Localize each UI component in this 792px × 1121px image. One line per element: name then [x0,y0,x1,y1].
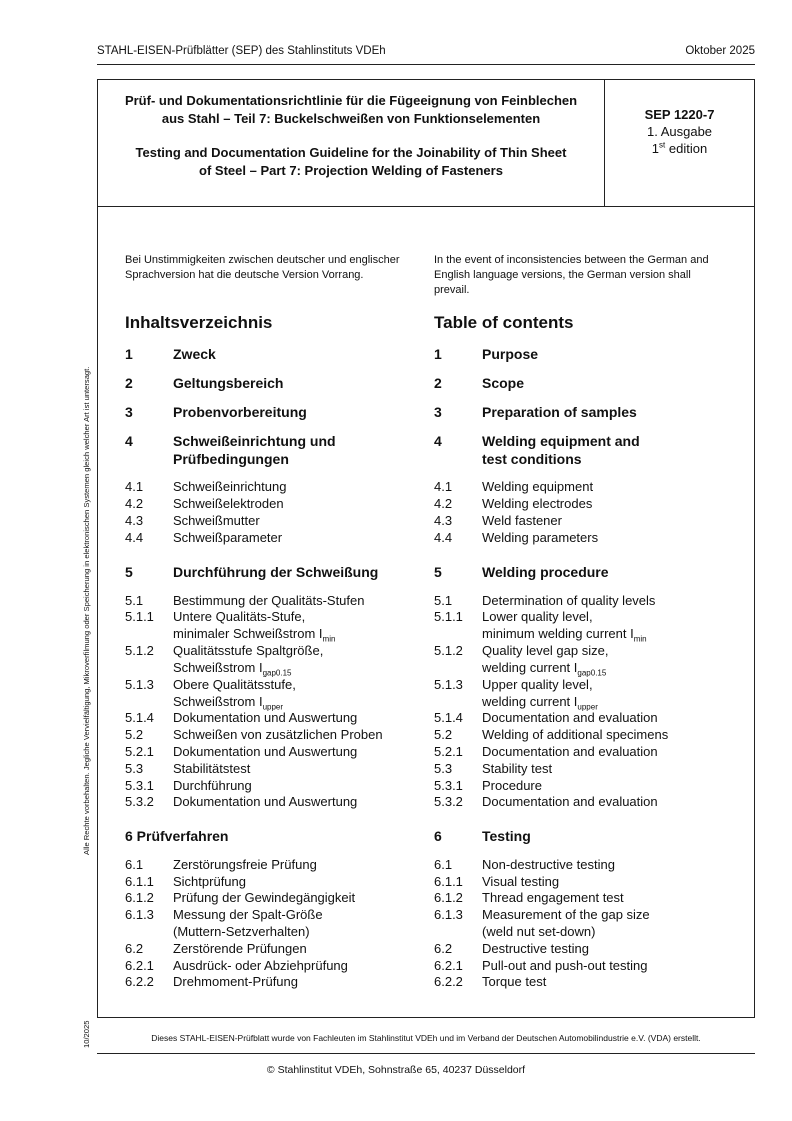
toc-entry-title-line1: Durchführung [173,778,252,793]
edition-english [605,140,754,157]
toc-entry-number: 4.3 [434,513,453,528]
copyright-sidebar: Alle Rechte vorbehalten. Jegliche Vervielfältigung, Mikroverfilmung oder Speicherung in elektronischen Systemen gleich welcher Art ist untersagt. [82,366,91,855]
title-german [98,92,604,128]
toc-entry-title [482,777,732,794]
toc-entry-number: 3 [434,404,442,420]
toc-entry-title [482,563,732,581]
toc-entry-title-line2 [173,450,423,468]
toc-entry-title-line1: Qualitätsstufe Spaltgröße, [173,643,324,658]
toc-entry-title-line1: Schweißparameter [173,530,283,545]
toc-entry-title [173,726,423,743]
toc-entry-title [482,374,732,392]
toc-entry-title [482,529,732,546]
toc-entry-title-line2 [482,923,732,940]
toc-entry-title-line2 [482,450,732,468]
toc-entry-number: 4.4 [434,530,453,545]
toc-entry-title [482,512,732,529]
toc-entry-title [173,856,423,873]
toc-entry-title [173,709,423,726]
toc-entry-title-line1: Lower quality level, [482,609,593,624]
toc-entry-title-line1: Prüfung der Gewindegängigkeit [173,890,356,905]
toc-entry-title-line1: Drehmoment-Prüfung [173,974,298,989]
toc-entry-title-line1: Schweißelektroden [173,496,284,511]
toc-entry-title [173,563,423,581]
title-english-line2: of Steel – Part 7: Projection Welding of Fasteners [199,163,503,178]
toc-entry-title [173,743,423,760]
toc-entry-title [173,793,423,810]
publisher-header: STAHL-EISEN-Prüfblätter (SEP) des Stahlinstituts VDEh [97,45,386,57]
toc-entry-number: 5.3 [125,761,144,776]
toc-entry-title-line1: Welding parameters [482,530,599,545]
toc-entry-number: 5.1.3 [434,677,463,692]
toc-entry-number: 6.1.2 [125,890,154,905]
toc-entry-subscript: upper [262,702,284,712]
toc-entry-title [173,512,423,529]
toc-entry-subscript: min [633,634,647,644]
toc-entry-title-line1: Visual testing [482,874,560,889]
toc-entry-subscript: gap0.15 [577,668,607,678]
title-english-line1: Testing and Documentation Guideline for the Joinability of Thin Sheet [135,145,567,160]
toc-entry-title [173,592,423,609]
toc-entry-title [482,889,732,906]
toc-entry-title-line1: Obere Qualitätsstufe, [173,677,296,692]
toc-entry-title-line1: Zweck [173,346,216,362]
toc-entry-title-line1: Probenvorbereitung [173,404,307,420]
toc-entry-number: 5.1.3 [125,677,154,692]
toc-entry-title-line2-text: (Muttern-Setzverhalten) [173,924,310,939]
toc-entry-number: 6.2.2 [434,974,463,989]
toc-entry-number: 5.3.2 [434,794,463,809]
toc-entry-title-line1: Stability test [482,761,553,776]
toc-entry-number: 6 [434,828,442,844]
toc-entry-title [173,906,423,940]
toc-entry-title-line1: Preparation of samples [482,404,637,420]
toc-entry-title [482,793,732,810]
toc-entry-number: 5.1 [125,593,144,608]
toc-entry-title-line2-text: Prüfbedingungen [173,451,289,467]
toc-entry-title-line1: Torque test [482,974,547,989]
toc-entry-title-line1: Documentation and evaluation [482,710,658,725]
toc-entry-number: 6.2 [125,941,144,956]
toc-entry-title [482,478,732,495]
toc-entry-title-line1: Dokumentation und Auswertung [173,794,358,809]
toc-entry-title-line1: Thread engagement test [482,890,624,905]
toc-entry-number: 5.2.1 [434,744,463,759]
toc-entry-title-line2-text: minimum welding current I [482,626,634,641]
toc-entry-title-line1: Determination of quality levels [482,593,656,608]
toc-entry-number: 5.3 [434,761,453,776]
toc-entry-title-line1: Zerstörende Prüfungen [173,941,307,956]
toc-entry-number: 5 [434,564,442,580]
toc-entry-title [173,973,423,990]
toc-entry-number: 6 Prüfverfahren [125,828,229,844]
toc-entry-title-line1: Documentation and evaluation [482,744,658,759]
toc-entry-title [482,957,732,974]
toc-entry-number: 4 [125,433,133,449]
toc-entry-title [173,777,423,794]
edition-german: 1. Ausgabe [646,124,713,139]
toc-entry-title-line1: Testing [482,828,531,844]
toc-entry-number: 4.2 [434,496,453,511]
toc-entry-number: 6.1.3 [125,907,154,922]
toc-entry-title [173,529,423,546]
toc-entry-title-line1: Dokumentation und Auswertung [173,744,358,759]
toc-entry-number: 6.2 [434,941,453,956]
toc-entry-number: 5.3.1 [125,778,154,793]
toc-entry-title-line1: Untere Qualitäts-Stufe, [173,609,306,624]
toc-entry-title [482,345,732,363]
toc-entry-title-line1: Upper quality level, [482,677,593,692]
toc-entry-title-line2-text: Schweißstrom I [173,694,263,709]
language-note-english: In the event of inconsistencies between the German and English language versions, the German version shall prevail. [434,254,709,296]
toc-entry-title-line1: Scope [482,375,525,391]
toc-entry-title [173,957,423,974]
toc-entry-number: 5.1.4 [125,710,154,725]
toc-entry-title-line1: Schweißmutter [173,513,260,528]
language-note-german: Bei Unstimmigkeiten zwischen deutscher und englischer Sprachversion hat die deutsche Version Vorrang. [125,254,400,281]
toc-entry-title [482,403,732,421]
toc-entry-subscript: gap0.15 [262,668,292,678]
toc-entry-title [482,592,732,609]
toc-entry-number: 4.4 [125,530,144,545]
toc-entry-title [482,743,732,760]
toc-entry-title [173,889,423,906]
toc-entry-number: 6.2.1 [434,958,463,973]
toc-entry-title-line1: Destructive testing [482,941,589,956]
toc-entry-title [173,760,423,777]
edition-word: edition [665,141,708,156]
toc-entry-title-line1: Schweißeinrichtung [173,479,287,494]
document-code: SEP 1220-7 [644,107,715,122]
title-german-line2: aus Stahl – Teil 7: Buckelschweißen von Funktionselementen [161,111,541,126]
toc-entry-number: 6.1 [434,857,453,872]
toc-entry-number: 3 [125,404,133,420]
toc-entry-title-line2-text: Schweißstrom I [173,660,263,675]
toc-entry-title [482,940,732,957]
footer-note: Dieses STAHL-EISEN-Prüfblatt wurde von Fachleuten im Stahlinstitut VDEh und im Verband der Deutschen Automobilindustrie e.V. (VDA) erstellt. [151,1033,701,1043]
toc-entry-number: 6.1.3 [434,907,463,922]
toc-entry-title-line1: Welding electrodes [482,496,593,511]
toc-entry-title-line1: Documentation and evaluation [482,794,658,809]
sidebar-date: 10/2025 [82,1020,91,1048]
toc-entry-number: 4.1 [125,479,144,494]
toc-entry-number: 5 [125,564,133,580]
toc-entry-number: 5.2.1 [125,744,154,759]
toc-entry-title [482,726,732,743]
document-code-block [605,106,754,157]
toc-entry-title-line1: Schweißeinrichtung und [173,433,336,449]
toc-entry-number: 5.1.1 [125,609,154,624]
toc-entry-title-line2-text: test conditions [482,451,582,467]
toc-entry-title [482,906,732,940]
toc-entry-title-line2-text: minimaler Schweißstrom I [173,626,323,641]
toc-entry-number: 5.3.2 [125,794,154,809]
toc-entry-title [482,760,732,777]
toc-entry-number: 4.3 [125,513,144,528]
toc-entry-number: 4.1 [434,479,453,494]
toc-entry-title-line2-text: (weld nut set-down) [482,924,596,939]
toc-entry-title-line1: Schweißen von zusätzlichen Proben [173,727,383,742]
toc-entry-number: 5.3.1 [434,778,463,793]
toc-entry-title-line1: Quality level gap size, [482,643,609,658]
toc-entry-title-line1: Pull-out and push-out testing [482,958,648,973]
toc-entry-title [173,873,423,890]
title-box [97,79,755,207]
toc-entry-title-line2 [173,923,423,940]
toc-heading-english: Table of contents [434,313,574,332]
toc-entry-number: 5.1.1 [434,609,463,624]
toc-entry-number: 6.1.1 [434,874,463,889]
toc-entry-title [482,973,732,990]
toc-entry-subscript: min [322,634,336,644]
toc-entry-number: 6.1.2 [434,890,463,905]
toc-entry-title [173,495,423,512]
toc-entry-title-line1: Sichtprüfung [173,874,246,889]
toc-entry-title [482,495,732,512]
content-bottom-divider [97,1017,755,1018]
edition-number: 1 [651,141,660,156]
toc-entry-title-line2-text: welding current I [482,694,578,709]
toc-entry-title-line1: Procedure [482,778,542,793]
toc-entry-title-line1: Ausdrück- oder Abziehprüfung [173,958,348,973]
toc-entry-number: 4.2 [125,496,144,511]
toc-entry-number: 5.2 [125,727,144,742]
toc-entry-title [482,856,732,873]
toc-entry-number: 6.2.2 [125,974,154,989]
toc-entry-title-line1: Bestimmung der Qualitäts-Stufen [173,593,365,608]
toc-entry-title-line1: Stabilitätstest [173,761,251,776]
toc-entry-title-line1: Welding of additional specimens [482,727,669,742]
toc-entry-number: 5.1.4 [434,710,463,725]
toc-entry-number: 2 [125,375,133,391]
toc-entry-title [173,403,423,421]
footer-divider [97,1053,755,1054]
toc-entry-title [482,432,732,468]
copyright-address: © Stahlinstitut VDEh, Sohnstraße 65, 40237 Düsseldorf [266,1064,526,1076]
toc-entry-title [173,432,423,468]
toc-entry-number: 4 [434,433,442,449]
issue-date: Oktober 2025 [685,45,755,57]
toc-entry-title [173,940,423,957]
header-divider [97,64,755,65]
toc-entry-title [173,478,423,495]
toc-entry-number: 1 [125,346,133,362]
toc-entry-number: 6.1 [125,857,144,872]
toc-entry-title-line1: Non-destructive testing [482,857,615,872]
toc-entry-title-line1: Welding equipment [482,479,594,494]
toc-entry-title-line1: Zerstörungsfreie Prüfung [173,857,317,872]
toc-entry-number: 5.1.2 [434,643,463,658]
toc-entry-number: 1 [434,346,442,362]
title-english [98,144,604,180]
toc-entry-number: 5.1 [434,593,453,608]
toc-entry-title [482,827,732,845]
toc-entry-title [482,873,732,890]
toc-entry-number: 6.1.1 [125,874,154,889]
toc-entry-title-line1: Weld fastener [482,513,562,528]
toc-heading-german: Inhaltsverzeichnis [125,313,273,332]
edition-suffix: st [659,140,666,150]
toc-entry-title [482,709,732,726]
toc-entry-title-line2-text: welding current I [482,660,578,675]
toc-entry-title-line1: Durchführung der Schweißung [173,564,379,580]
toc-entry-title [173,374,423,392]
toc-entry-title-line1: Welding procedure [482,564,609,580]
toc-entry-subscript: upper [577,702,598,712]
toc-entry-title-line1: Welding equipment and [482,433,640,449]
title-german-line1: Prüf- und Dokumentationsrichtlinie für die Fügeeignung von Feinblechen [124,93,578,108]
toc-entry-title-line1: Dokumentation und Auswertung [173,710,358,725]
toc-entry-number: 5.2 [434,727,453,742]
toc-entry-number: 5.1.2 [125,643,154,658]
toc-entry-title-line1: Geltungsbereich [173,375,284,391]
toc-entry-number: 6.2.1 [125,958,154,973]
toc-entry-title-line1: Measurement of the gap size [482,907,650,922]
toc-entry-title-line1: Messung der Spalt-Größe [173,907,323,922]
toc-entry-title [173,345,423,363]
toc-entry-title-line1: Purpose [482,346,539,362]
toc-entry-number: 2 [434,375,442,391]
